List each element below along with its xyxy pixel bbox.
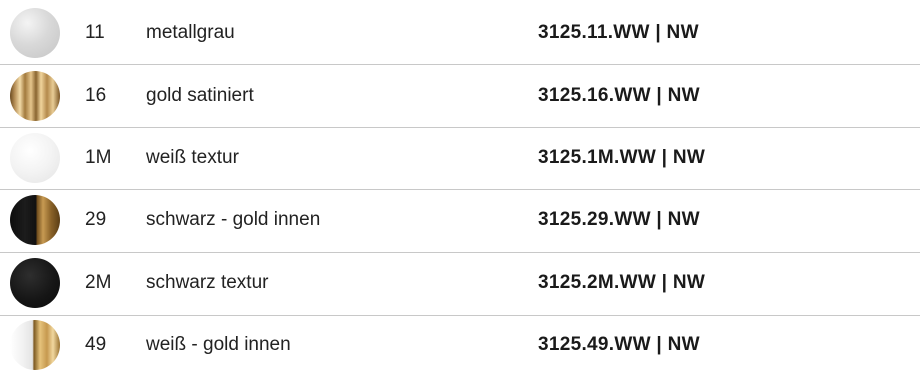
finish-name: metallgrau — [146, 22, 235, 43]
weiss-textur-swatch — [10, 133, 60, 183]
finish-name: weiß textur — [146, 147, 239, 168]
article-number: 3125.29.WW | NW — [538, 209, 700, 230]
finish-code: 29 — [85, 209, 107, 230]
table-row — [0, 2, 920, 64]
finish-code: 16 — [85, 85, 107, 106]
table-row — [0, 314, 920, 376]
table-row — [0, 252, 920, 314]
table-row — [0, 127, 920, 189]
article-number: 3125.2M.WW | NW — [538, 272, 706, 293]
article-number: 3125.1M.WW | NW — [538, 147, 706, 168]
weiss-gold-innen-swatch — [10, 320, 60, 370]
finish-name: weiß - gold innen — [146, 334, 291, 355]
finish-code: 2M — [85, 272, 112, 293]
schwarz-textur-swatch — [10, 258, 60, 308]
article-number: 3125.11.WW | NW — [538, 22, 699, 43]
article-number: 3125.49.WW | NW — [538, 334, 700, 355]
finish-name: gold satiniert — [146, 85, 254, 106]
finish-name: schwarz - gold innen — [146, 209, 321, 230]
article-number: 3125.16.WW | NW — [538, 85, 700, 106]
schwarz-gold-innen-swatch — [10, 195, 60, 245]
finish-code: 49 — [85, 334, 107, 355]
finish-code: 1M — [85, 147, 112, 168]
metallgrau-swatch — [10, 8, 60, 58]
finish-code: 11 — [85, 22, 105, 43]
table-row — [0, 65, 920, 127]
gold-satiniert-swatch — [10, 71, 60, 121]
finish-name: schwarz textur — [146, 272, 269, 293]
table-row — [0, 189, 920, 251]
